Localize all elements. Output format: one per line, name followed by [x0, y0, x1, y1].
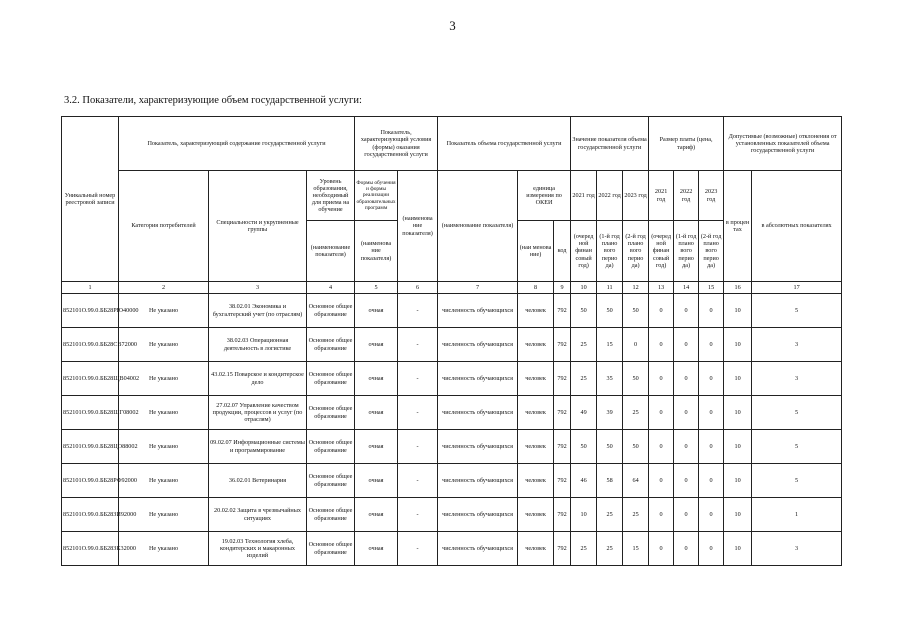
registry-number: 852101О.99.0.ББ28РЮ40000 — [62, 294, 119, 328]
value-2022: 39 — [597, 396, 623, 430]
fee-2022: 0 — [674, 396, 699, 430]
header-plan2: (2-й год плано вого перио да) — [623, 221, 649, 282]
header-specialties: Специальности и укрупненные группы — [209, 171, 307, 282]
consumer-category: Не указано — [119, 294, 209, 328]
header-col4-name: (наименование показателя) — [307, 221, 355, 282]
table-body — [62, 294, 842, 566]
unit-name: человек — [518, 498, 554, 532]
value-2023: 25 — [623, 396, 649, 430]
dash-cell: - — [398, 362, 438, 396]
indicator-name: численность обучающихся — [438, 464, 518, 498]
registry-number: 852101О.99.0.ББ28СВ72000 — [62, 328, 119, 362]
table-row — [62, 464, 842, 498]
header-fee-year-2021: 2021 год — [649, 171, 674, 221]
column-number: 12 — [623, 282, 649, 294]
dash-cell: - — [398, 328, 438, 362]
column-number: 10 — [571, 282, 597, 294]
fee-2022: 0 — [674, 294, 699, 328]
consumer-category: Не указано — [119, 328, 209, 362]
value-2021: 50 — [571, 430, 597, 464]
value-2022: 50 — [597, 430, 623, 464]
training-form: очная — [355, 464, 398, 498]
value-2022: 25 — [597, 498, 623, 532]
specialty: 20.02.02 Защита в чрезвычайных ситуациях — [209, 498, 307, 532]
fee-2021: 0 — [649, 328, 674, 362]
education-level: Основное общее образование — [307, 498, 355, 532]
unit-name: человек — [518, 362, 554, 396]
table-row — [62, 294, 842, 328]
unit-code: 792 — [554, 532, 571, 566]
deviation-percent: 10 — [724, 396, 752, 430]
value-2022: 15 — [597, 328, 623, 362]
indicator-name: численность обучающихся — [438, 532, 518, 566]
registry-number: 852101О.99.0.ББ28ЗИ92000 — [62, 498, 119, 532]
header-fee-plan2: (2-й год плано вого перио да) — [699, 221, 724, 282]
indicator-name: численность обучающихся — [438, 498, 518, 532]
value-2022: 50 — [597, 294, 623, 328]
value-2021: 25 — [571, 362, 597, 396]
registry-number: 852101О.99.0.ББ28ШГ08002 — [62, 396, 119, 430]
column-number: 9 — [554, 282, 571, 294]
fee-2022: 0 — [674, 464, 699, 498]
training-form: очная — [355, 396, 398, 430]
specialty: 36.02.01 Ветеринария — [209, 464, 307, 498]
training-form: очная — [355, 328, 398, 362]
dash-cell: - — [398, 498, 438, 532]
fee-2023: 0 — [699, 430, 724, 464]
dash-cell: - — [398, 294, 438, 328]
header-col7-name: (наименование показателя) — [438, 171, 518, 282]
registry-number: 852101О.99.0.ББ28ЦО88002 — [62, 430, 119, 464]
table-row — [62, 430, 842, 464]
header-year-2023: 2023 год — [623, 171, 649, 221]
education-level: Основное общее образование — [307, 294, 355, 328]
education-level: Основное общее образование — [307, 430, 355, 464]
consumer-category: Не указано — [119, 532, 209, 566]
registry-number: 852101О.99.0.ББ28РФ92000 — [62, 464, 119, 498]
fee-2021: 0 — [649, 294, 674, 328]
training-form: очная — [355, 498, 398, 532]
column-number: 17 — [752, 282, 842, 294]
header-deviations: Допустимые (возможные) отклонения от установленных показателей объема государственной услуги — [724, 117, 842, 171]
education-level: Основное общее образование — [307, 532, 355, 566]
table-row — [62, 362, 842, 396]
table-row — [62, 532, 842, 566]
training-form: очная — [355, 532, 398, 566]
consumer-category: Не указано — [119, 430, 209, 464]
header-row-2 — [62, 171, 842, 221]
header-absolute: в абсолютных показателях — [752, 171, 842, 282]
header-year-2021: 2021 год — [571, 171, 597, 221]
fee-2023: 0 — [699, 362, 724, 396]
fee-2023: 0 — [699, 498, 724, 532]
header-code: код — [554, 221, 571, 282]
consumer-category: Не указано — [119, 362, 209, 396]
header-fee-year-2022: 2022 год — [674, 171, 699, 221]
column-number: 8 — [518, 282, 554, 294]
fee-2023: 0 — [699, 328, 724, 362]
fee-2022: 0 — [674, 328, 699, 362]
value-2022: 35 — [597, 362, 623, 396]
unit-code: 792 — [554, 362, 571, 396]
header-volume-value: Значение показателя объема государственной услуги — [571, 117, 649, 171]
deviation-percent: 10 — [724, 430, 752, 464]
column-number: 5 — [355, 282, 398, 294]
deviation-absolute: 1 — [752, 498, 842, 532]
table-row — [62, 328, 842, 362]
deviation-absolute: 3 — [752, 532, 842, 566]
fee-2021: 0 — [649, 498, 674, 532]
value-2023: 50 — [623, 362, 649, 396]
deviation-absolute: 5 — [752, 430, 842, 464]
training-form: очная — [355, 294, 398, 328]
specialty: 19.02.03 Технология хлеба, кондитерских и макаронных изделий — [209, 532, 307, 566]
volume-indicators-table — [61, 116, 842, 566]
column-number: 3 — [209, 282, 307, 294]
fee-2022: 0 — [674, 532, 699, 566]
fee-2021: 0 — [649, 362, 674, 396]
header-fee-plan1: (1-й год плано вого перио да) — [674, 221, 699, 282]
fee-2023: 0 — [699, 464, 724, 498]
education-level: Основное общее образование — [307, 396, 355, 430]
unit-name: человек — [518, 532, 554, 566]
column-numbers-row — [62, 282, 842, 294]
education-level: Основное общее образование — [307, 362, 355, 396]
fee-2023: 0 — [699, 532, 724, 566]
value-2023: 25 — [623, 498, 649, 532]
header-unit-okei: единица измерения по ОКЕИ — [518, 171, 571, 221]
deviation-percent: 10 — [724, 532, 752, 566]
value-2023: 64 — [623, 464, 649, 498]
fee-2021: 0 — [649, 532, 674, 566]
column-number: 2 — [119, 282, 209, 294]
specialty: 38.02.01 Экономика и бухгалтерский учет (по отраслям) — [209, 294, 307, 328]
unit-code: 792 — [554, 396, 571, 430]
unit-code: 792 — [554, 328, 571, 362]
deviation-absolute: 5 — [752, 464, 842, 498]
education-level: Основное общее образование — [307, 464, 355, 498]
training-form: очная — [355, 430, 398, 464]
table-row — [62, 498, 842, 532]
value-2023: 0 — [623, 328, 649, 362]
column-number: 1 — [62, 282, 119, 294]
column-number: 11 — [597, 282, 623, 294]
specialty: 27.02.07 Управление качеством продукции, процессов и услуг (по отраслям) — [209, 396, 307, 430]
unit-name: человек — [518, 464, 554, 498]
header-col6-name: (наименова ние показателя) — [398, 171, 438, 282]
value-2023: 50 — [623, 294, 649, 328]
indicator-name: численность обучающихся — [438, 362, 518, 396]
fee-2021: 0 — [649, 430, 674, 464]
header-col5-name: (наименова ние показателя) — [355, 221, 398, 282]
specialty: 09.02.07 Информационные системы и программирование — [209, 430, 307, 464]
fee-2021: 0 — [649, 396, 674, 430]
dash-cell: - — [398, 464, 438, 498]
fee-2022: 0 — [674, 498, 699, 532]
fee-2022: 0 — [674, 430, 699, 464]
unit-name: человек — [518, 328, 554, 362]
page-number: 3 — [449, 18, 456, 33]
header-conditions-indicator: Показатель, характеризующий условия (формы) оказания государственной услуги — [355, 117, 438, 171]
header-unique-number: Уникальный номер реестровой записи — [62, 117, 119, 282]
indicator-name: численность обучающихся — [438, 430, 518, 464]
unit-code: 792 — [554, 498, 571, 532]
indicator-name: численность обучающихся — [438, 328, 518, 362]
header-year-2022: 2022 год — [597, 171, 623, 221]
unit-code: 792 — [554, 464, 571, 498]
specialty: 43.02.15 Поварское и кондитерское дело — [209, 362, 307, 396]
column-number: 16 — [724, 282, 752, 294]
dash-cell: - — [398, 430, 438, 464]
deviation-absolute: 5 — [752, 396, 842, 430]
header-row-1 — [62, 117, 842, 171]
consumer-category: Не указано — [119, 396, 209, 430]
value-2021: 25 — [571, 328, 597, 362]
fee-2022: 0 — [674, 362, 699, 396]
unit-name: человек — [518, 396, 554, 430]
fee-2023: 0 — [699, 294, 724, 328]
deviation-percent: 10 — [724, 294, 752, 328]
column-number: 7 — [438, 282, 518, 294]
deviation-percent: 10 — [724, 498, 752, 532]
value-2021: 25 — [571, 532, 597, 566]
fee-2021: 0 — [649, 464, 674, 498]
deviation-percent: 10 — [724, 328, 752, 362]
value-2023: 15 — [623, 532, 649, 566]
value-2021: 50 — [571, 294, 597, 328]
registry-number: 852101О.99.0.ББ28ЩВ04002 — [62, 362, 119, 396]
deviation-absolute: 3 — [752, 362, 842, 396]
column-number: 15 — [699, 282, 724, 294]
training-form: очная — [355, 362, 398, 396]
header-training-forms: Формы обучения и формы реализации образовательных программ — [355, 171, 398, 221]
column-number: 4 — [307, 282, 355, 294]
column-number: 13 — [649, 282, 674, 294]
section-title: 3.2. Показатели, характеризующие объем государственной услуги: — [64, 95, 362, 106]
value-2021: 46 — [571, 464, 597, 498]
header-volume-indicator: Показатель объема государственной услуги — [438, 117, 571, 171]
unit-name: человек — [518, 294, 554, 328]
indicator-name: численность обучающихся — [438, 396, 518, 430]
table-row — [62, 396, 842, 430]
fee-2023: 0 — [699, 396, 724, 430]
unit-name: человек — [518, 430, 554, 464]
header-fee-next-year: (очеред ной финан совый год) — [649, 221, 674, 282]
education-level: Основное общее образование — [307, 328, 355, 362]
specialty: 38.02.03 Операционная деятельность в логистике — [209, 328, 307, 362]
deviation-absolute: 5 — [752, 294, 842, 328]
unit-code: 792 — [554, 430, 571, 464]
consumer-category: Не указано — [119, 498, 209, 532]
value-2021: 49 — [571, 396, 597, 430]
value-2022: 25 — [597, 532, 623, 566]
indicator-name: численность обучающихся — [438, 294, 518, 328]
value-2022: 58 — [597, 464, 623, 498]
deviation-absolute: 3 — [752, 328, 842, 362]
header-unit-name: (наи менова ние) — [518, 221, 554, 282]
header-fee: Размер платы (цена, тариф) — [649, 117, 724, 171]
deviation-percent: 10 — [724, 362, 752, 396]
header-content-indicator: Показатель, характеризующий содержание государственной услуги — [119, 117, 355, 171]
header-percent: в процен тах — [724, 171, 752, 282]
header-education-level: Уровень образования, необходимый для приема на обучение — [307, 171, 355, 221]
header-fee-year-2023: 2023 год — [699, 171, 724, 221]
header-category: Категория потребителей — [119, 171, 209, 282]
dash-cell: - — [398, 396, 438, 430]
registry-number: 852101О.99.0.ББ28ЗК32000 — [62, 532, 119, 566]
header-next-year: (очеред ной финан совый год) — [571, 221, 597, 282]
dash-cell: - — [398, 532, 438, 566]
value-2023: 50 — [623, 430, 649, 464]
column-number: 14 — [674, 282, 699, 294]
unit-code: 792 — [554, 294, 571, 328]
deviation-percent: 10 — [724, 464, 752, 498]
value-2021: 10 — [571, 498, 597, 532]
consumer-category: Не указано — [119, 464, 209, 498]
column-number: 6 — [398, 282, 438, 294]
header-plan1: (1-й год плано вого перио да) — [597, 221, 623, 282]
